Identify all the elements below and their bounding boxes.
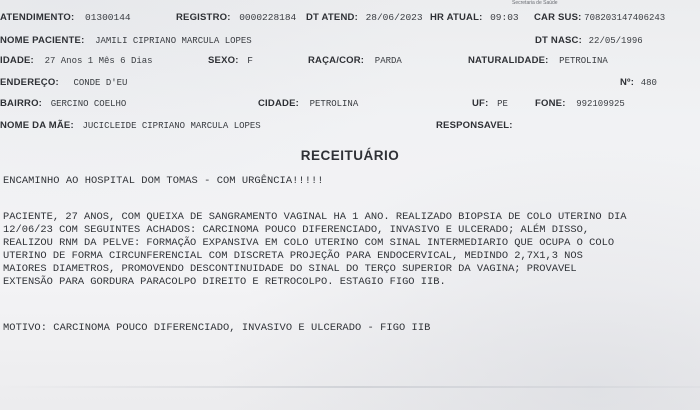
paper-fold-shadow [0, 386, 700, 388]
field-numero [620, 77, 657, 88]
uf-value: PE [497, 99, 508, 109]
responsavel-label: RESPONSAVEL: [436, 120, 513, 131]
motivo-line: MOTIVO: CARCINOMA POUCO DIFERENCIADO, INVASIVO E ULCERADO - FIGO IIB [3, 322, 431, 334]
field-endereco [0, 77, 127, 88]
idade-value: 27 Anos 1 Mês 6 Dias [44, 56, 153, 66]
nome-mae-label: NOME DA MÃE: [0, 120, 74, 131]
dt-nasc-label: DT NASC: [535, 35, 582, 46]
history-line: REALIZOU RNM DA PELVE: FORMAÇÃO EXPANSIVA EM COLO UTERINO COM SINAL INTERMEDIARIO QUE OCUPA O COLO [3, 236, 615, 249]
naturalidade-label: NATURALIDADE: [468, 55, 549, 66]
bairro-value: GERCINO COELHO [50, 99, 127, 109]
hr-atual-value: 09:03 [490, 12, 519, 23]
field-fone [535, 98, 625, 109]
cidade-value: PETROLINA [309, 99, 359, 109]
history-line: 12/06/23 COM SEGUINTES ACHADOS: CARCINOMA POUCO DIFERENCIADO, INVASIVO E ULCERADO; ALÉM DISSO, [3, 223, 590, 236]
idade-label: IDADE: [0, 55, 34, 66]
field-registro [176, 12, 296, 23]
numero-value: 480 [640, 78, 657, 88]
clinical-history [3, 211, 627, 288]
fone-value: 992109925 [576, 99, 625, 109]
endereco-value: CONDE D'EU [73, 78, 128, 88]
field-hr-atual [430, 12, 519, 23]
sexo-label: SEXO: [208, 55, 239, 66]
car-sus-label: CAR SUS: [534, 12, 582, 23]
document-title: RECEITUÁRIO [300, 148, 400, 163]
nome-mae-value: JUCICLEIDE CIPRIANO MARCULA LOPES [82, 121, 261, 131]
atendimento-label: ATENDIMENTO: [0, 12, 75, 23]
field-nome-paciente [0, 35, 252, 46]
field-uf [472, 98, 508, 109]
registro-label: REGISTRO: [176, 12, 231, 23]
dt-atend-label: DT ATEND: [306, 12, 358, 23]
dt-nasc-value: 22/05/1996 [588, 36, 643, 46]
field-idade [0, 55, 153, 66]
field-naturalidade [468, 55, 608, 66]
history-line: EXTENSÃO PARA GORDURA PARACOLPO DIREITO E RETROCOLPO. ESTAGIO FIGO IIB. [3, 275, 446, 288]
field-dt-atend [306, 12, 423, 23]
raca-cor-value: PARDA [374, 56, 402, 66]
history-line: UTERINO DE FORMA CIRCUNFERENCIAL COM DISCRETA PROJEÇÃO PARA ENDOCERVICAL, MEDINDO 2,7X1,3 NOS [3, 249, 583, 262]
field-sexo [208, 55, 253, 66]
field-car-sus [534, 12, 665, 23]
history-line: MAIORES DIAMETROS, PROMOVENDO DESCONTINUIDADE DO SINAL DO TERÇO SUPERIOR DA VAGINA; PROVAVEL [3, 262, 577, 275]
field-atendimento [0, 12, 131, 23]
field-raca-cor [308, 55, 402, 66]
field-bairro [0, 98, 126, 109]
fone-label: FONE: [535, 98, 566, 109]
car-sus-value: 708203147406243 [584, 13, 666, 23]
nome-paciente-label: NOME PACIENTE: [0, 35, 85, 46]
atendimento-value: 01300144 [85, 12, 131, 23]
history-line: PACIENTE, 27 ANOS, COM QUEIXA DE SANGRAMENTO VAGINAL HA 1 ANO. REALIZADO BIOPSIA DE COLO UTERINO DIA [3, 211, 627, 223]
field-cidade [258, 98, 358, 109]
field-dt-nasc [535, 35, 643, 46]
referral-line: ENCAMINHO AO HOSPITAL DOM TOMAS - COM URGÊNCIA!!!!! [3, 175, 324, 187]
registro-value: 0000228184 [239, 12, 297, 23]
raca-cor-label: RAÇA/COR: [308, 55, 365, 66]
field-nome-mae [0, 120, 261, 131]
dt-atend-value: 28/06/2023 [365, 12, 423, 23]
hr-atual-label: HR ATUAL: [430, 12, 483, 23]
cidade-label: CIDADE: [258, 98, 299, 109]
naturalidade-value: PETROLINA [559, 56, 608, 66]
sexo-value: F [247, 55, 253, 66]
endereco-label: ENDEREÇO: [0, 77, 59, 88]
nome-paciente-value: JAMILI CIPRIANO MARCULA LOPES [95, 36, 252, 46]
header-secretaria-text: Secretaria de Saúde [512, 0, 558, 6]
field-responsavel [436, 120, 513, 131]
numero-label: Nº: [620, 77, 635, 88]
bairro-label: BAIRRO: [0, 98, 43, 109]
uf-label: UF: [472, 98, 489, 109]
